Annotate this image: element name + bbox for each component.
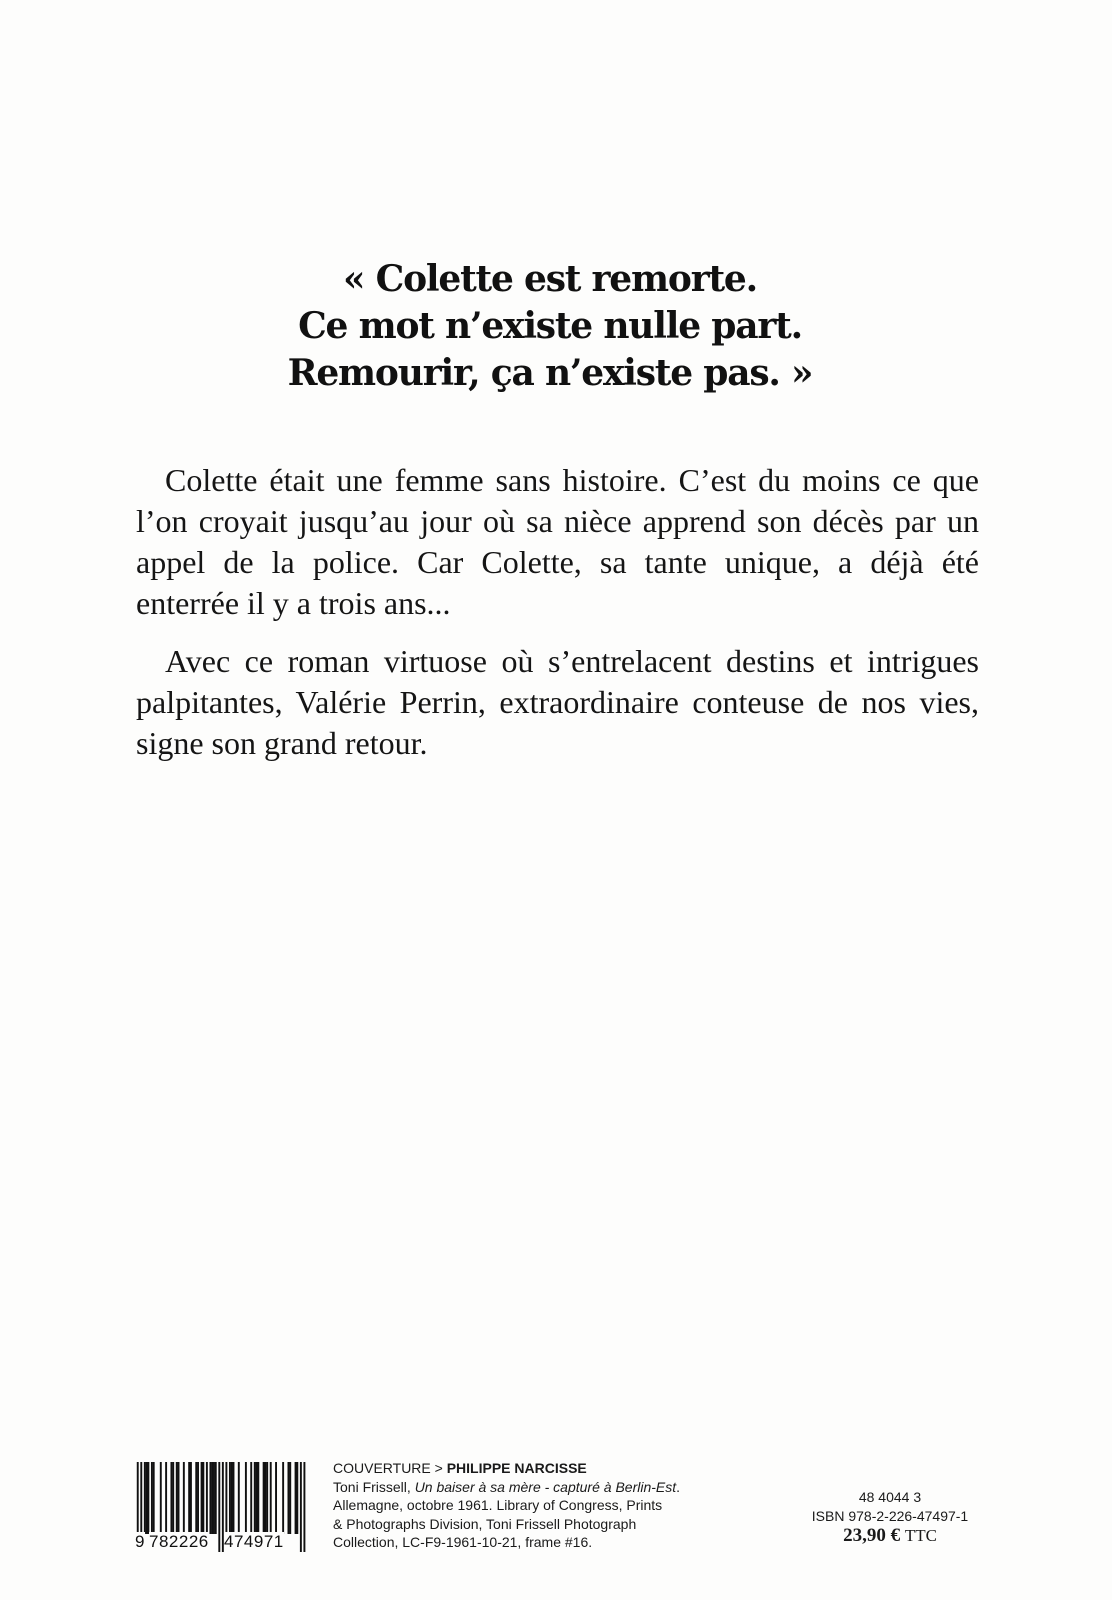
price bbox=[790, 1527, 990, 1546]
barcode-bar bbox=[257, 1462, 259, 1534]
blurb-paragraph: Avec ce roman virtuose où s’entrelacent destins et intrigues palpitantes, Valérie Perrin, extraordinaire conteuse de nos vies, signe son grand retour. bbox=[136, 643, 979, 761]
barcode-bar bbox=[147, 1462, 149, 1534]
blurb bbox=[136, 460, 979, 764]
barcode-bar bbox=[176, 1462, 178, 1534]
barcode-bar bbox=[197, 1462, 199, 1534]
barcode-bar bbox=[151, 1462, 153, 1534]
price-box bbox=[790, 1488, 990, 1546]
credits-line: Allemagne, octobre 1961. Library of Congress, Prints bbox=[333, 1497, 663, 1513]
barcode-bar bbox=[188, 1462, 190, 1534]
cover-credits bbox=[333, 1459, 733, 1552]
barcode-bar bbox=[165, 1462, 167, 1534]
photographer: Toni Frissell, bbox=[333, 1478, 415, 1495]
barcode-bar bbox=[287, 1462, 289, 1534]
barcode-bar bbox=[233, 1462, 235, 1534]
barcode-bar bbox=[190, 1462, 192, 1534]
barcode-group-right: 474971 bbox=[224, 1532, 284, 1551]
credits-line bbox=[333, 1459, 733, 1478]
barcode-bar bbox=[289, 1462, 291, 1534]
barcode-first-digit: 9 bbox=[135, 1532, 145, 1551]
price-suffix: TTC bbox=[904, 1526, 937, 1545]
barcode-bar bbox=[256, 1462, 258, 1534]
barcode-bar bbox=[202, 1462, 204, 1534]
barcode-bar bbox=[295, 1462, 297, 1534]
isbn: ISBN 978-2-226-47497-1 bbox=[811, 1507, 969, 1524]
barcode-bar bbox=[238, 1462, 240, 1534]
barcode-bar bbox=[250, 1462, 252, 1534]
quote-line: « Colette est remorte. bbox=[343, 258, 757, 300]
quote-line: Remourir, ça n’existe pas. » bbox=[287, 352, 813, 394]
barcode-bar bbox=[270, 1462, 272, 1534]
barcode-bar bbox=[266, 1462, 268, 1534]
barcode-bar bbox=[146, 1462, 148, 1534]
credits-line bbox=[333, 1478, 733, 1497]
barcode-bar bbox=[213, 1462, 215, 1534]
barcode-bar bbox=[245, 1462, 247, 1534]
price-amount: 23,90 € bbox=[843, 1525, 901, 1546]
barcode-bar bbox=[183, 1462, 185, 1534]
barcode-bar bbox=[229, 1462, 231, 1534]
barcode-bar bbox=[225, 1462, 227, 1534]
barcode-bar bbox=[172, 1462, 174, 1534]
barcode-bar bbox=[153, 1462, 155, 1534]
barcode-digits bbox=[135, 1532, 307, 1556]
barcode-bar bbox=[263, 1462, 265, 1534]
credits-line: Collection, LC-F9-1961-10-21, frame #16. bbox=[333, 1534, 593, 1550]
barcode-bar bbox=[282, 1462, 284, 1534]
barcode-bar bbox=[206, 1462, 208, 1534]
credits-punct: . bbox=[676, 1478, 681, 1495]
barcode-bar bbox=[275, 1462, 277, 1534]
barcode-bar bbox=[215, 1462, 217, 1534]
barcode-group-left: 782226 bbox=[149, 1532, 209, 1551]
credits-line: & Photographs Division, Toni Frissell Photograph bbox=[333, 1515, 637, 1532]
barcode-bar bbox=[209, 1462, 211, 1534]
barcode-bar bbox=[296, 1462, 298, 1534]
pull-quote bbox=[200, 256, 900, 397]
credits-label: COUVERTURE > bbox=[333, 1460, 447, 1476]
barcode-bar bbox=[144, 1462, 146, 1534]
barcode-bar bbox=[264, 1462, 266, 1534]
barcode-bar bbox=[201, 1462, 203, 1534]
barcode-bar bbox=[160, 1462, 162, 1534]
quote-line: Ce mot n’existe nulle part. bbox=[298, 305, 802, 347]
photo-title: Un baiser à sa mère - capturé à Berlin-Est bbox=[414, 1478, 677, 1495]
cover-designer: PHILIPPE NARCISSE bbox=[446, 1460, 587, 1476]
blurb-paragraph: Colette était une femme sans histoire. C’est du moins ce que l’on croyait jusqu’au jour où sa nièce apprend son décès par un appel de la police. Car Colette, sa tante unique, a déjà été enterrée il y a trois ans... bbox=[136, 462, 979, 621]
product-code: 48 4044 3 bbox=[858, 1489, 922, 1505]
barcode-bar bbox=[195, 1462, 197, 1534]
barcode-bar bbox=[231, 1462, 233, 1534]
barcode-bar bbox=[178, 1462, 180, 1534]
barcode-bar bbox=[211, 1462, 213, 1534]
barcode-bar bbox=[254, 1462, 256, 1534]
barcode-bar bbox=[170, 1462, 172, 1534]
